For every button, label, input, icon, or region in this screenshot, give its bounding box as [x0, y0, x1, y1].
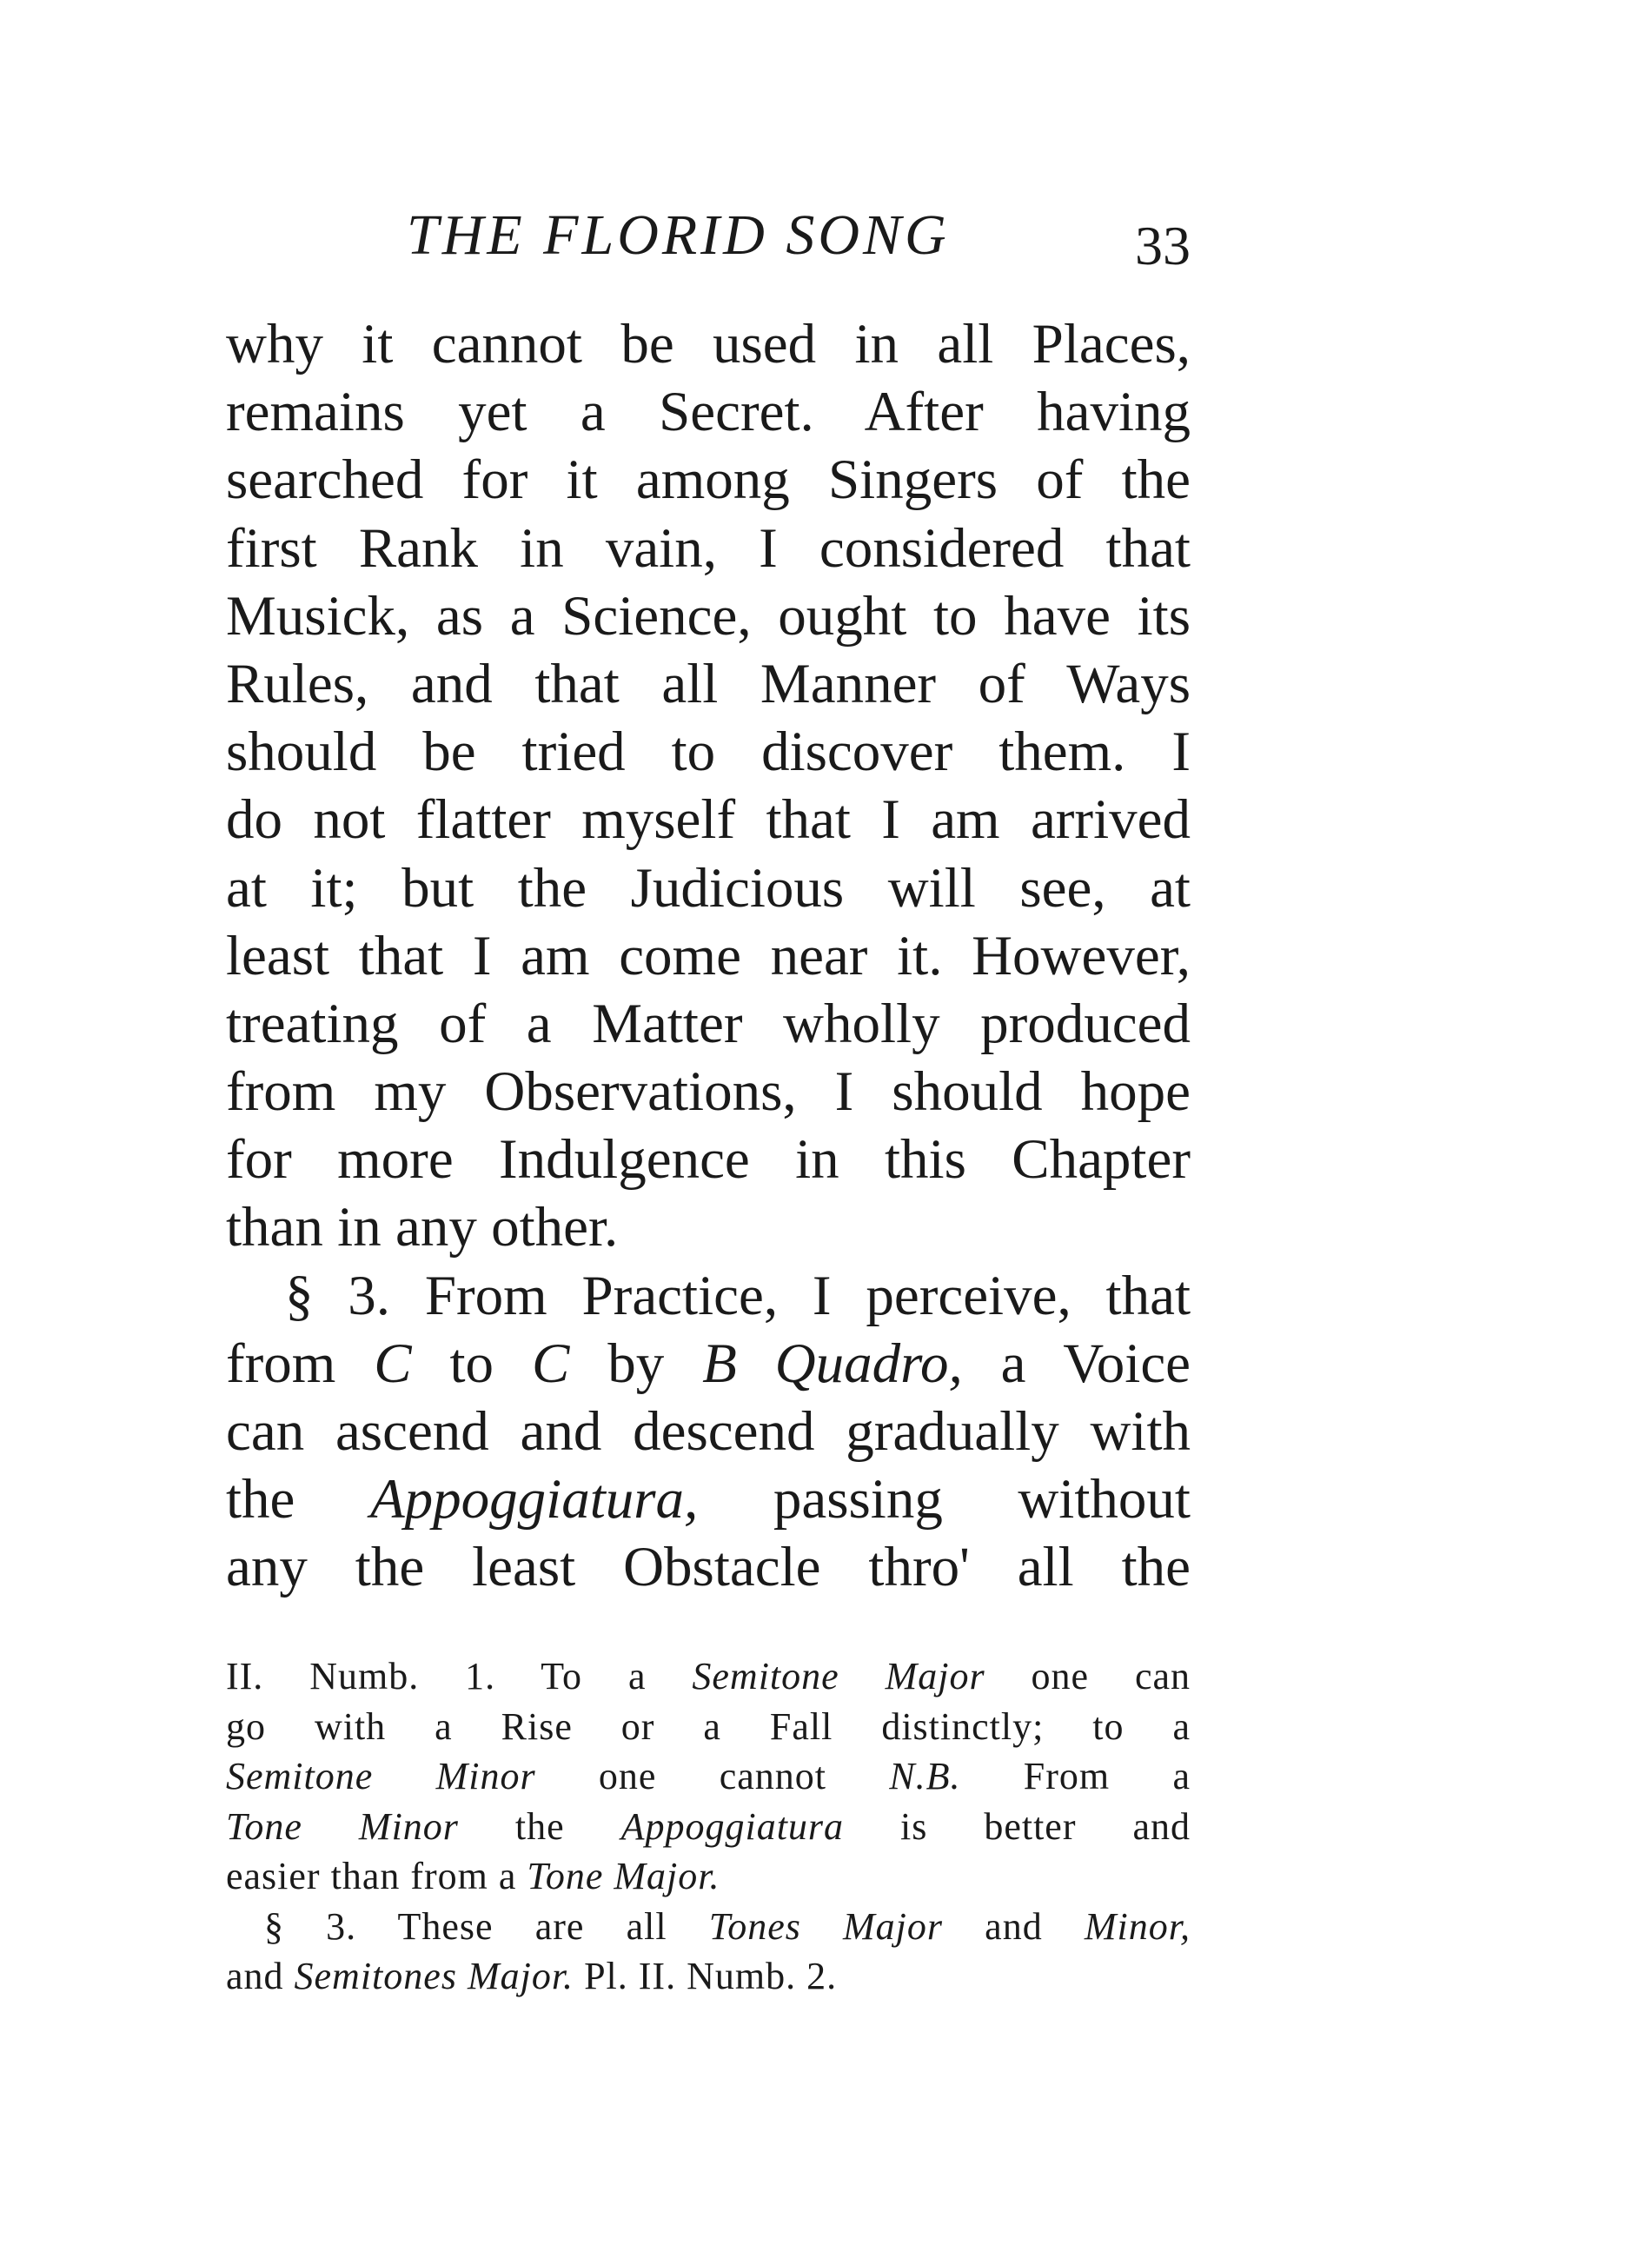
text-run: easier than from a	[226, 1855, 527, 1897]
italic-run: C	[374, 1332, 412, 1395]
text-line: any the least Obstacle thro' all the	[226, 1536, 1191, 1599]
italic-run: Tone Major.	[527, 1855, 720, 1897]
text-line: first Rank in vain, I considered that	[226, 516, 1191, 580]
text-run: II. Numb. 1. To a	[226, 1655, 693, 1697]
text-run: the	[458, 1804, 621, 1848]
text-line: at it; but the Judicious will see, at	[226, 856, 1191, 920]
main-text	[226, 310, 1191, 1602]
text-line: least that I am come near it. However,	[226, 924, 1191, 987]
text-run: and	[943, 1904, 1085, 1948]
italic-run: Semitones Major.	[294, 1955, 574, 1997]
running-header	[226, 196, 1191, 275]
text-run: one can	[985, 1655, 1191, 1697]
text-run: and	[226, 1955, 295, 1997]
text-run: passing without	[698, 1468, 1191, 1531]
text-line: for more Indulgence in this Chapter	[226, 1128, 1191, 1192]
italic-run: C	[531, 1332, 570, 1395]
note-line	[226, 1951, 1191, 2002]
italic-run: Appoggiatura,	[369, 1468, 699, 1531]
section-heading-line	[226, 1262, 1191, 1330]
note-line	[226, 1802, 1191, 1852]
note-line	[226, 1851, 1191, 1902]
text-run: the	[226, 1468, 370, 1531]
text-line: than in any other.	[226, 1196, 619, 1259]
text-line: do not flatter myself that I am arrived	[226, 788, 1191, 852]
text-line: remains yet a Secret. After having	[226, 381, 1191, 444]
text-line	[226, 1465, 1191, 1533]
italic-run: Semitone Minor	[226, 1755, 536, 1797]
text-run: From a	[960, 1755, 1191, 1797]
note-line: go with a Rise or a Fall distinctly; to a	[226, 1704, 1191, 1748]
italic-run: B Quadro,	[702, 1332, 963, 1395]
text-line: Musick, as a Science, ought to have its	[226, 584, 1191, 648]
italic-run: Tones Major	[708, 1904, 944, 1948]
text-run: a Voice	[962, 1332, 1191, 1395]
text-line: can ascend and descend gradually with	[226, 1400, 1191, 1463]
text-run: § 3. These are all	[264, 1904, 709, 1948]
text-run: from	[226, 1332, 375, 1395]
text-run: to	[411, 1332, 532, 1395]
text-line: Rules, and that all Manner of Ways	[226, 652, 1191, 715]
text-run: is better and	[844, 1804, 1191, 1848]
text-line	[226, 1330, 1191, 1398]
text-line: why it cannot be used in all Places,	[226, 313, 1191, 375]
text-line: treating of a Matter wholly produced	[226, 992, 1191, 1055]
text-line: should be tried to discover them. I	[226, 721, 1191, 784]
running-title: THE FLORID SONG	[407, 203, 950, 267]
italic-run: Semitone Major	[692, 1655, 985, 1697]
note-line	[226, 1902, 1191, 1952]
italic-run: Appoggiatura	[620, 1804, 845, 1848]
text-line: searched for it among Singers of the	[226, 448, 1191, 512]
section-marker-text: § 3. From Practice, I perceive, that	[285, 1264, 1191, 1327]
text-run: Pl. II. Numb. 2.	[574, 1955, 838, 1997]
note-line	[226, 1651, 1191, 1702]
italic-run: Minor,	[1084, 1904, 1191, 1948]
note-line	[226, 1751, 1191, 1802]
text-run: one cannot	[535, 1755, 890, 1797]
footnotes	[226, 1651, 1191, 2002]
italic-run: N.B.	[889, 1755, 961, 1797]
italic-run: Tone Minor	[226, 1804, 459, 1848]
text-line: from my Observations, I should hope	[226, 1060, 1191, 1124]
text-run: by	[569, 1332, 703, 1395]
page-number: 33	[1135, 215, 1191, 276]
